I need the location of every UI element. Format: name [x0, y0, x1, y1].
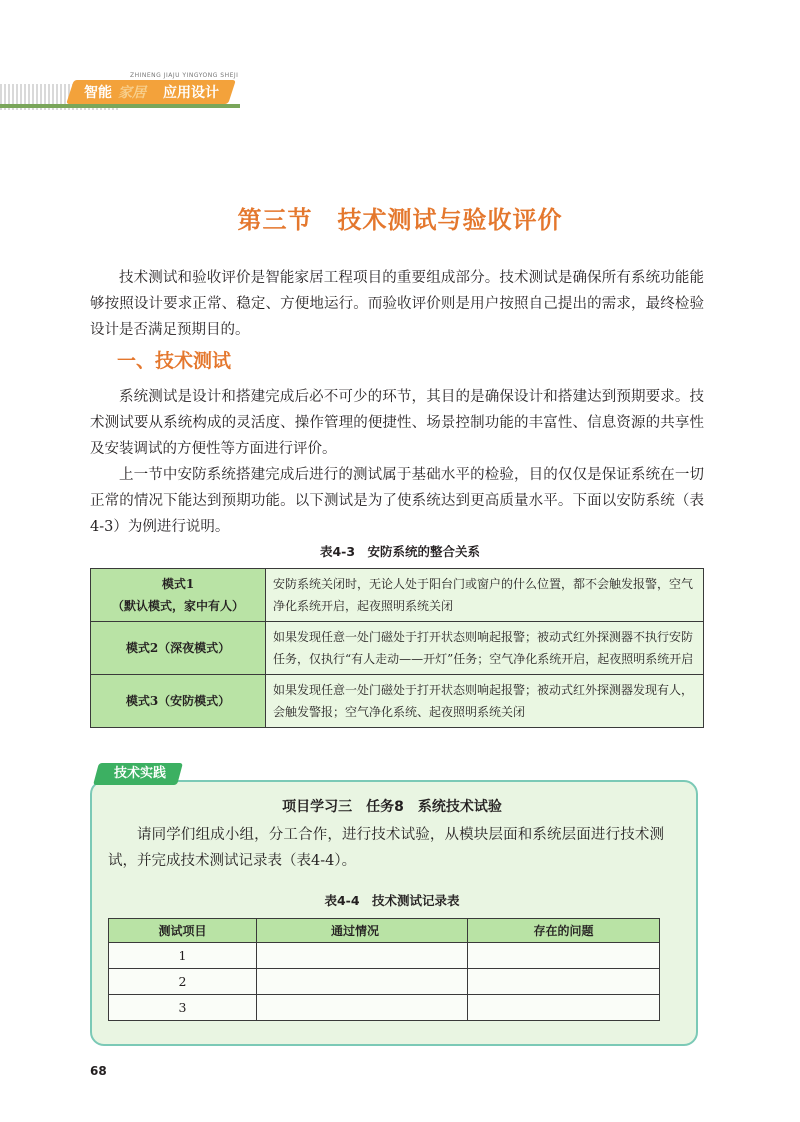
- table-row: [91, 675, 704, 728]
- section-title: 第三节 技术测试与验收评价: [237, 206, 563, 234]
- table-header-row: [109, 919, 660, 943]
- pass-status-cell[interactable]: [257, 995, 468, 1021]
- issue-cell[interactable]: [468, 943, 660, 969]
- mode-cell: [91, 569, 266, 622]
- table-4-4-caption: 表4-4 技术测试记录表: [324, 893, 460, 908]
- mode-sublabel: （默认模式，家中有人）: [111, 599, 244, 613]
- pass-status-cell[interactable]: [257, 943, 468, 969]
- pass-status-cell[interactable]: [257, 969, 468, 995]
- heading-technical-testing: 一、技术测试: [117, 350, 232, 372]
- table-row: [109, 995, 660, 1021]
- table-row: [109, 943, 660, 969]
- issue-cell[interactable]: [468, 995, 660, 1021]
- column-header: 存在的问题: [468, 919, 660, 943]
- test-item-cell: 2: [109, 969, 257, 995]
- issue-cell[interactable]: [468, 969, 660, 995]
- table-4-3-caption: 表4-3 安防系统的整合关系: [319, 544, 481, 559]
- table-row: [91, 622, 704, 675]
- header-title-part-b: 家居: [118, 85, 146, 101]
- mode-description: 如果发现任意一处门磁处于打开状态则响起报警；被动式红外探测器发现有人，会触发警报；空气净化系统、起夜照明系统关闭: [266, 675, 704, 728]
- practice-text: 请同学们组成小组，分工合作，进行技术试验，从模块层面和系统层面进行技术测试，并完成技术测试记录表（表4-4）。: [108, 827, 664, 869]
- mode-description: 安防系统关闭时，无论人处于阳台门或窗户的什么位置，都不会触发报警，空气净化系统开启，起夜照明系统关闭: [266, 569, 704, 622]
- mode-label: 模式3（安防模式）: [91, 675, 266, 728]
- table-row: [91, 569, 704, 622]
- mode-label: 模式2（深夜模式）: [91, 622, 266, 675]
- intro-paragraph: 技术测试和验收评价是智能家居工程项目的重要组成部分。技术测试是确保所有系统功能能够按照设计要求正常、稳定、方便地运行。而验收评价则是用户按照自己提出的需求，最终检验设计是否满足预期目的。: [90, 270, 704, 338]
- test-item-cell: 1: [109, 943, 257, 969]
- column-header: 测试项目: [109, 919, 257, 943]
- practice-title: 项目学习三 任务8 系统技术试验: [282, 799, 502, 815]
- header-title-part-c: 应用设计: [163, 85, 219, 101]
- header-title-part-a: 智能: [84, 85, 112, 101]
- header-rule: [0, 104, 240, 108]
- page-number: 68: [90, 1064, 107, 1078]
- table-4-3: [90, 568, 704, 728]
- column-header: 通过情况: [257, 919, 468, 943]
- mode-label: 模式1: [161, 577, 195, 591]
- paragraph-2: 上一节中安防系统搭建完成后进行的测试属于基础水平的检验，目的仅仅是保证系统在一切正常的情况下能达到预期功能。以下测试是为了使系统达到更高质量水平。下面以安防系统（表4-3）为例进行说明。: [90, 467, 704, 535]
- test-item-cell: 3: [109, 995, 257, 1021]
- practice-tag-label: 技术实践: [113, 766, 166, 781]
- table-4-4: [108, 918, 660, 1021]
- mode-description: 如果发现任意一处门磁处于打开状态则响起报警；被动式红外探测器不执行安防任务，仅执行“有人走动——开灯”任务；空气净化系统开启，起夜照明系统开启: [266, 622, 704, 675]
- table-row: [109, 969, 660, 995]
- paragraph-1: 系统测试是设计和搭建完成后必不可少的环节，其目的是确保设计和搭建达到预期要求。技术测试要从系统构成的灵活度、操作管理的便捷性、场景控制功能的丰富性、信息资源的共享性及安装调试的方便性等方面进行评价。: [90, 389, 704, 457]
- header-pinyin: ZHINENG JIAJU YINGYONG SHEJI: [130, 72, 239, 79]
